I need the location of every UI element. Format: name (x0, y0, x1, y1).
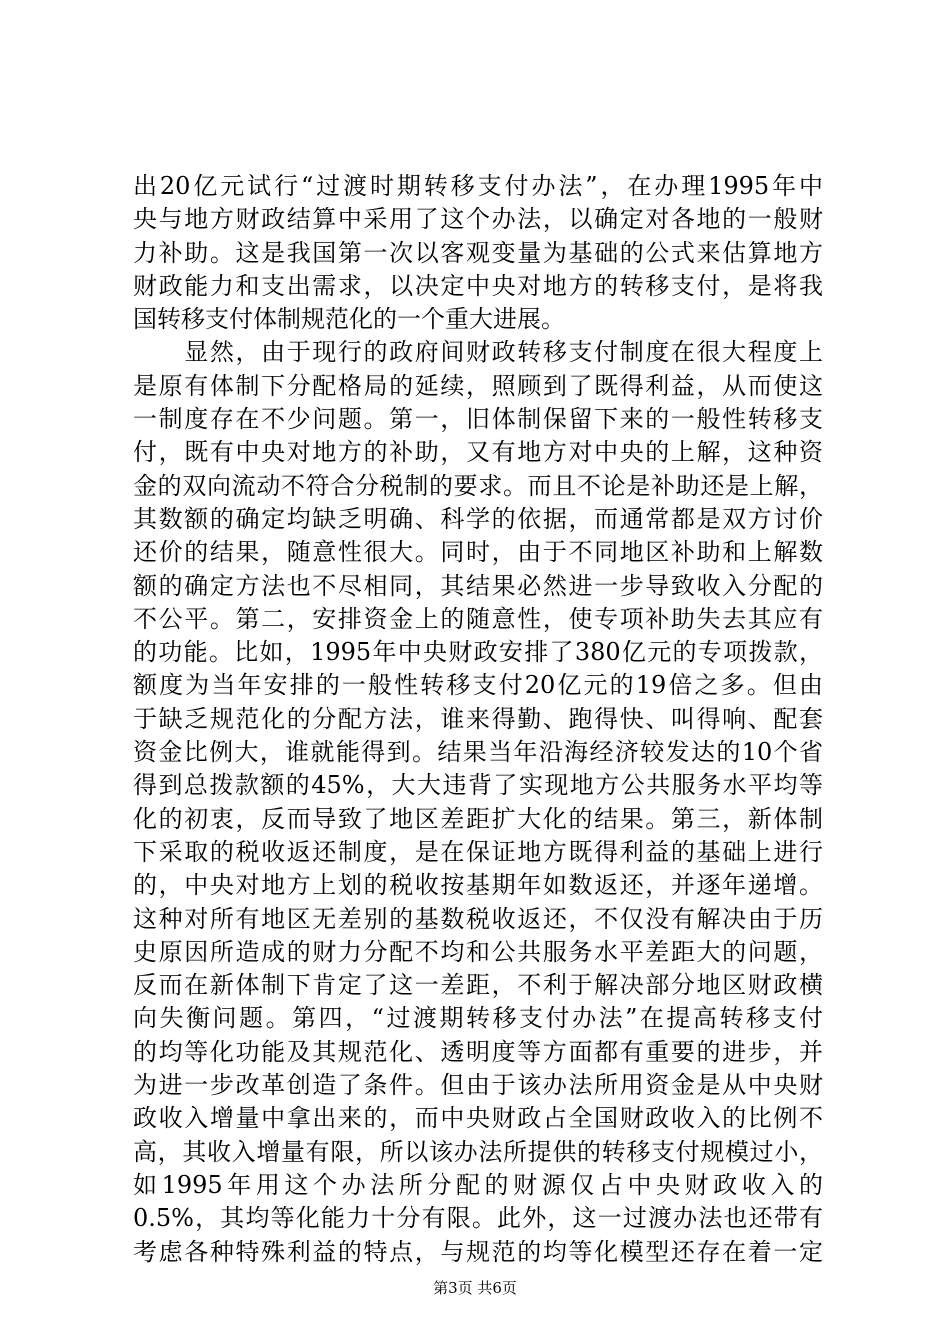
text-line: 金的双向流动不符合分税制的要求。而且不论是补助还是上解， (133, 471, 823, 500)
text-line: 付，既有中央对地方的补助，又有地方对中央的上解，这种资 (133, 438, 823, 467)
text-line: 于缺乏规范化的分配方法，谁来得勤、跑得快、叫得响、配套 (133, 704, 823, 733)
text-line: 财政能力和支出需求，以决定中央对地方的转移支付，是将我 (133, 271, 823, 300)
text-line: 出20亿元试行“过渡时期转移支付办法”，在办理1995年中 (133, 172, 823, 200)
text-line: 0.5%，其均等化能力十分有限。此外，这一过渡办法也还带有 (133, 1204, 823, 1233)
text-line: 为进一步改革创造了条件。但由于该办法所用资金是从中央财 (133, 1071, 823, 1100)
text-line: 力补助。这是我国第一次以客观变量为基础的公式来估算地方 (133, 238, 823, 267)
text-line: 额的确定方法也不尽相同，其结果必然进一步导致收入分配的 (133, 571, 823, 600)
document-body (133, 170, 823, 1269)
text-line: 的功能。比如，1995年中央财政安排了380亿元的专项拨款， (133, 638, 823, 667)
text-line: 高，其收入增量有限，所以该办法所提供的转移支付规模过小， (133, 1137, 823, 1166)
text-line: 不公平。第二，安排资金上的随意性，使专项补助失去其应有 (133, 604, 823, 633)
text-line: 的均等化功能及其规范化、透明度等方面都有重要的进步，并 (133, 1037, 823, 1066)
text-line: 显然，由于现行的政府间财政转移支付制度在很大程度上 (133, 338, 823, 367)
text-line: 下采取的税收返还制度，是在保证地方既得利益的基础上进行 (133, 837, 823, 866)
page-number-label: 第3页 共6页 (433, 1279, 517, 1297)
text-line: 史原因所造成的财力分配不均和公共服务水平差距大的问题， (133, 937, 823, 966)
text-line: 是原有体制下分配格局的延续，照顾到了既得利益，从而使这 (133, 371, 823, 400)
text-line: 的，中央对地方上划的税收按基期年如数返还，并逐年递增。 (133, 871, 823, 900)
text-line: 还价的结果，随意性很大。同时，由于不同地区补助和上解数 (133, 538, 823, 567)
text-line: 这种对所有地区无差别的基数税收返还，不仅没有解决由于历 (133, 904, 823, 933)
text-line: 得到总拨款额的45%，大大违背了实现地方公共服务水平均等 (133, 771, 823, 800)
text-line: 反而在新体制下肯定了这一差距，不利于解决部分地区财政横 (133, 971, 823, 1000)
text-line: 如1995年用这个办法所分配的财源仅占中央财政收入的 (133, 1170, 823, 1199)
text-line: 额度为当年安排的一般性转移支付20亿元的19倍之多。但由 (133, 671, 823, 700)
text-line: 资金比例大，谁就能得到。结果当年沿海经济较发达的10个省 (133, 738, 823, 767)
page-footer (0, 1278, 950, 1298)
text-line: 政收入增量中拿出来的，而中央财政占全国财政收入的比例不 (133, 1104, 823, 1133)
text-line: 一制度存在不少问题。第一，旧体制保留下来的一般性转移支 (133, 405, 823, 434)
text-line: 考虑各种特殊利益的特点，与规范的均等化模型还存在着一定 (133, 1237, 823, 1266)
text-line: 向失衡问题。第四，“过渡期转移支付办法”在提高转移支付 (133, 1004, 823, 1033)
text-line: 其数额的确定均缺乏明确、科学的依据，而通常都是双方讨价 (133, 504, 823, 533)
text-line: 央与地方财政结算中采用了这个办法，以确定对各地的一般财 (133, 205, 823, 234)
text-line: 国转移支付体制规范化的一个重大进展。 (133, 305, 565, 334)
text-line: 化的初衷，反而导致了地区差距扩大化的结果。第三，新体制 (133, 804, 823, 833)
